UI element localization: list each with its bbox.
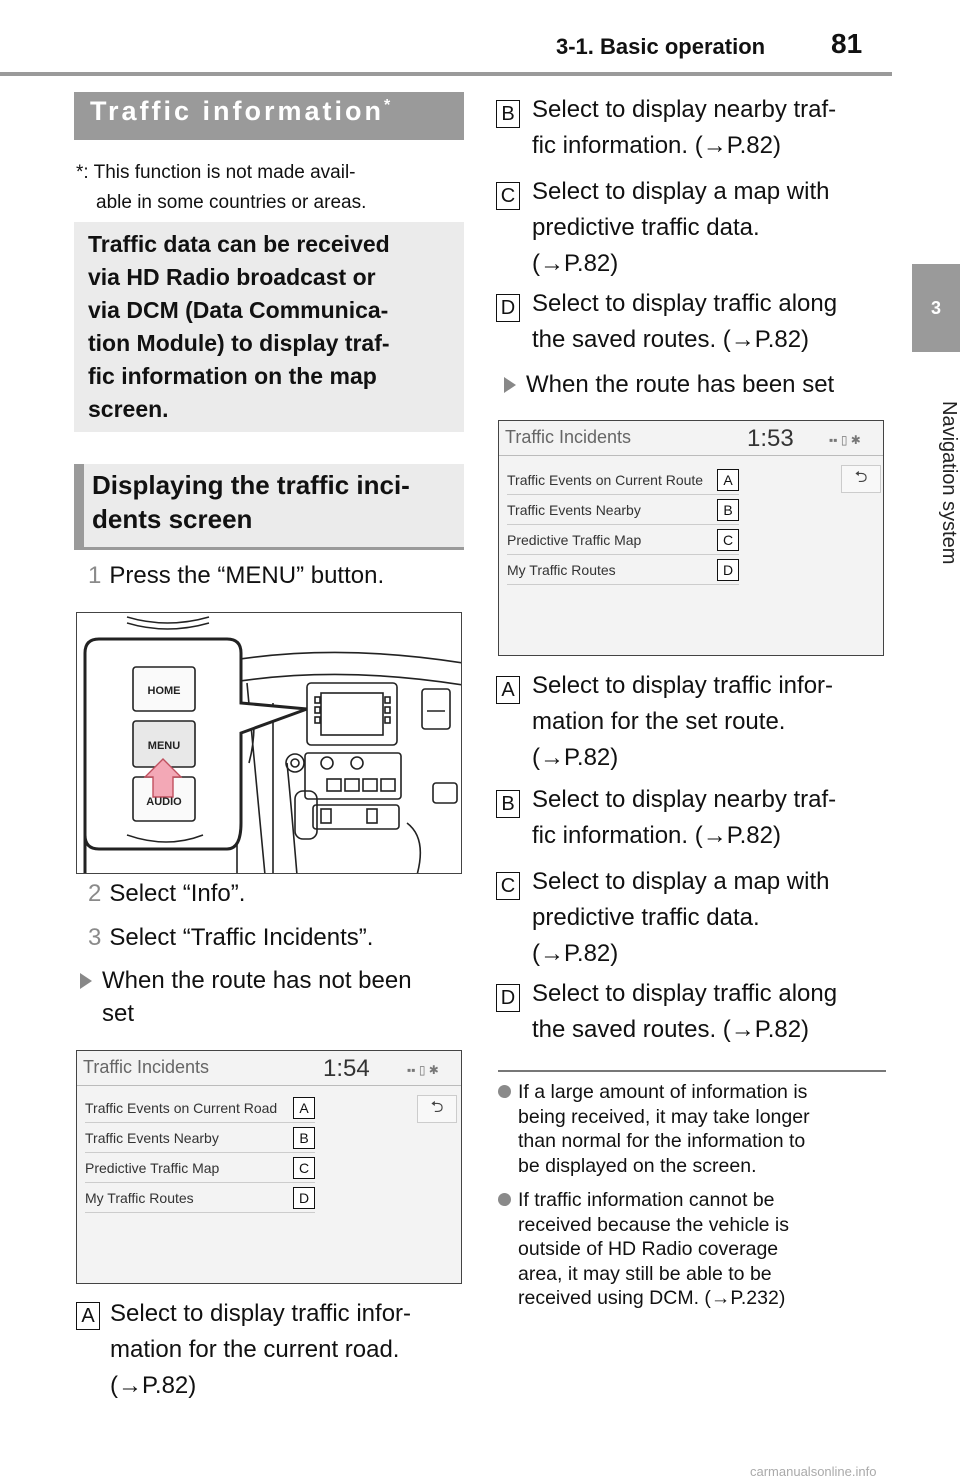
callout-description bbox=[532, 174, 829, 282]
status-icons: ▪▪ ▯ ✱ bbox=[407, 1063, 439, 1077]
callout-label: C bbox=[496, 182, 520, 210]
callout-description bbox=[532, 286, 837, 358]
step-2 bbox=[88, 880, 245, 908]
intro-line: fic information on the map bbox=[88, 363, 377, 389]
screen-clock: 1:54 bbox=[323, 1055, 370, 1082]
intro-line: tion Module) to display traf- bbox=[88, 330, 390, 356]
case-line: When the route has not been bbox=[102, 967, 412, 994]
row-label: Predictive Traffic Map bbox=[85, 1159, 220, 1176]
callout-label: D bbox=[496, 984, 520, 1012]
note-line: received because the vehicle is bbox=[518, 1213, 789, 1236]
step-number: 3 bbox=[88, 924, 102, 951]
screen-row[interactable] bbox=[507, 525, 739, 555]
section-title: 3-1. Basic operation bbox=[556, 34, 766, 59]
note-line: area, it may still be able to be bbox=[518, 1262, 772, 1285]
audio-button-label: AUDIO bbox=[146, 796, 182, 808]
step-1 bbox=[88, 562, 384, 590]
row-callout: A bbox=[717, 469, 739, 491]
note-bullet-icon bbox=[498, 1193, 511, 1206]
section-heading-line: Displaying the traffic inci- bbox=[92, 470, 410, 500]
section-heading-line: dents screen bbox=[92, 504, 253, 534]
description-line: predictive traffic data. bbox=[532, 214, 760, 241]
description-line: predictive traffic data. bbox=[532, 904, 760, 931]
callout-description bbox=[532, 782, 836, 854]
description-line: Select to display traffic infor- bbox=[110, 1300, 412, 1327]
description-line: mation for the current road. bbox=[110, 1336, 400, 1363]
description-line: Select to display traffic along bbox=[532, 980, 838, 1007]
screen-row[interactable] bbox=[85, 1153, 315, 1183]
screen-divider bbox=[77, 1085, 462, 1086]
intro-line: Traffic data can be received bbox=[88, 231, 390, 257]
row-callout: B bbox=[717, 499, 739, 521]
watermark: carmanualsonline.info bbox=[750, 1464, 877, 1479]
case-line: set bbox=[102, 1000, 135, 1027]
case-route-set bbox=[526, 368, 834, 401]
screen-title: Traffic Incidents bbox=[83, 1057, 210, 1077]
intro-line: screen. bbox=[88, 396, 169, 422]
bullet-triangle-icon bbox=[504, 377, 516, 393]
callout-description bbox=[532, 92, 836, 164]
row-callout: D bbox=[293, 1187, 315, 1209]
screen-row[interactable] bbox=[85, 1183, 315, 1213]
note-line: being received, it may take longer bbox=[518, 1105, 810, 1128]
footnote-line: *: This function is not made avail- bbox=[76, 162, 356, 183]
footnote-line: able in some countries or areas. bbox=[96, 192, 367, 213]
note-line: received using DCM. (→P.232) bbox=[518, 1287, 786, 1309]
callout-label: D bbox=[496, 294, 520, 322]
callout-label: B bbox=[496, 100, 520, 128]
home-button-label: HOME bbox=[147, 685, 181, 697]
screen-clock: 1:53 bbox=[747, 425, 794, 452]
description-line: (→P.82) bbox=[532, 940, 619, 967]
row-label: Traffic Events on Current Road bbox=[85, 1099, 278, 1116]
description-line: Select to display nearby traf- bbox=[532, 786, 837, 813]
page-number: 81 bbox=[831, 28, 863, 59]
header-divider bbox=[0, 72, 892, 76]
callout-label: A bbox=[76, 1302, 100, 1330]
note-line: If traffic information cannot be bbox=[518, 1189, 775, 1211]
step-3 bbox=[88, 924, 373, 952]
bullet-triangle-icon bbox=[80, 973, 92, 989]
note-line: outside of HD Radio coverage bbox=[518, 1238, 779, 1260]
footnote-mark: * bbox=[384, 97, 391, 114]
note-item bbox=[518, 1080, 888, 1178]
step-number: 1 bbox=[88, 562, 102, 589]
description-line: Select to display traffic along bbox=[532, 290, 838, 317]
dashboard-figure bbox=[76, 612, 462, 874]
description-line: fic information. (→P.82) bbox=[532, 132, 781, 159]
description-line: Select to display a map with bbox=[532, 868, 830, 895]
status-icons: ▪▪ ▯ ✱ bbox=[829, 433, 861, 447]
back-button[interactable]: ⮌ bbox=[841, 465, 881, 493]
description-line: fic information. (→P.82) bbox=[532, 822, 781, 849]
screen-title: Traffic Incidents bbox=[505, 427, 632, 447]
note-line: than normal for the information to bbox=[518, 1130, 806, 1152]
chapter-number: 3 bbox=[930, 297, 941, 318]
step-text: Select “Traffic Incidents”. bbox=[109, 924, 374, 951]
screen-row[interactable] bbox=[507, 555, 739, 585]
row-callout: C bbox=[293, 1157, 315, 1179]
row-label: Traffic Events Nearby bbox=[85, 1129, 219, 1146]
description-line: (→P.82) bbox=[110, 1372, 197, 1399]
screen-row[interactable] bbox=[507, 465, 739, 495]
case-line: When the route has been set bbox=[526, 371, 835, 398]
intro-line: via HD Radio broadcast or bbox=[88, 264, 376, 290]
row-callout: B bbox=[293, 1127, 315, 1149]
traffic-incidents-screen-2 bbox=[498, 420, 884, 656]
chapter-label: Navigation system bbox=[938, 401, 960, 565]
row-label: Predictive Traffic Map bbox=[507, 531, 642, 548]
callout-description bbox=[110, 1296, 411, 1404]
step-text: Press the “MENU” button. bbox=[109, 562, 385, 589]
step-text: Select “Info”. bbox=[109, 880, 246, 907]
callout-description bbox=[532, 864, 829, 972]
row-label: My Traffic Routes bbox=[85, 1189, 194, 1206]
row-callout: C bbox=[717, 529, 739, 551]
description-line: Select to display traffic infor- bbox=[532, 672, 834, 699]
description-line: Select to display nearby traf- bbox=[532, 96, 837, 123]
screen-row[interactable] bbox=[85, 1123, 315, 1153]
row-label: My Traffic Routes bbox=[507, 561, 616, 578]
screen-divider bbox=[499, 455, 884, 456]
intro-line: via DCM (Data Communica- bbox=[88, 297, 389, 323]
callout-label: B bbox=[496, 790, 520, 818]
page-title bbox=[74, 92, 464, 140]
description-line: mation for the set route. bbox=[532, 708, 786, 735]
chapter-tab bbox=[912, 264, 960, 352]
notes-divider bbox=[498, 1070, 886, 1072]
note-line: be displayed on the screen. bbox=[518, 1154, 757, 1177]
description-line: the saved routes. (→P.82) bbox=[532, 1016, 810, 1043]
traffic-incidents-screen-1 bbox=[76, 1050, 462, 1284]
dashboard-illustration bbox=[77, 613, 462, 874]
row-label: Traffic Events Nearby bbox=[507, 501, 641, 518]
description-line: the saved routes. (→P.82) bbox=[532, 326, 810, 353]
note-line: If a large amount of information is bbox=[518, 1081, 808, 1103]
step-number: 2 bbox=[88, 880, 102, 907]
section-heading bbox=[74, 464, 464, 550]
back-button[interactable]: ⮌ bbox=[417, 1095, 457, 1123]
screen-row[interactable] bbox=[85, 1093, 315, 1123]
case-route-not-set bbox=[102, 964, 412, 1030]
screen-row[interactable] bbox=[507, 495, 739, 525]
callout-description bbox=[532, 976, 837, 1048]
row-label: Traffic Events on Current Route bbox=[507, 471, 704, 488]
description-line: (→P.82) bbox=[532, 744, 619, 771]
callout-description bbox=[532, 668, 833, 776]
note-bullet-icon bbox=[498, 1085, 511, 1098]
menu-button-label: MENU bbox=[147, 740, 181, 752]
footnote bbox=[76, 158, 466, 218]
intro-box bbox=[74, 222, 464, 432]
row-callout: A bbox=[293, 1097, 315, 1119]
description-line: Select to display a map with bbox=[532, 178, 830, 205]
page-title-text: Traffic information bbox=[90, 96, 385, 126]
description-line: (→P.82) bbox=[532, 250, 619, 277]
callout-label: C bbox=[496, 872, 520, 900]
note-item bbox=[518, 1188, 888, 1311]
callout-label: A bbox=[496, 676, 520, 704]
row-callout: D bbox=[717, 559, 739, 581]
